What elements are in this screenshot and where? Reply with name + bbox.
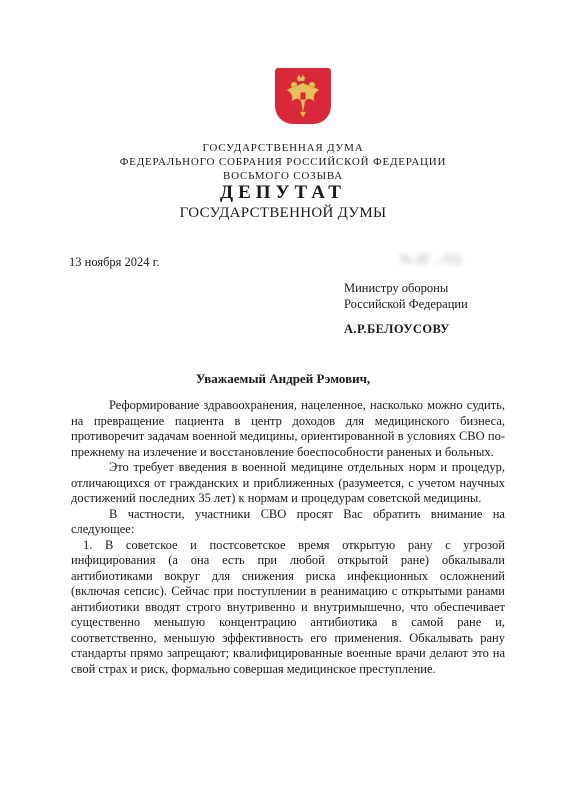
salutation: Уважаемый Андрей Рэмович, <box>195 371 371 386</box>
org-line-duma: ГОСУДАРСТВЕННАЯ ДУМА <box>202 142 364 154</box>
org-line-federal-assembly: ФЕДЕРАЛЬНОГО СОБРАНИЯ РОССИЙСКОЙ ФЕДЕРАЦИИ <box>119 156 447 168</box>
addressee-country: Российской Федерации <box>344 297 468 311</box>
addressee-position: Министру обороны <box>344 281 449 295</box>
paragraph: Реформирование здравоохранения, нацеленное, насколько можно судить, на превращение пациента в центр доходов для медицинского бизнеса, противоречит задачам военной медицины, ориентированной в условиях СВО по-прежнему на излечение и восстановление боеспособности раненых и больных. <box>71 398 505 459</box>
paragraph: В частности, участники СВО просят Вас обратить внимание на следующее: <box>71 506 505 536</box>
redacted-registration-number: № ДГ ...ПД <box>400 252 461 266</box>
letter-body <box>71 398 505 677</box>
numbered-paragraph: 1. В советское и постсоветское время открытую рану с угрозой инфицирования (а она есть при любой открытой ране) обкалывали антибиотиками вокруг для снижения риска инфекционных осложнений (включая сепсис). Сейчас при поступлении в реанимацию с открытыми ранами антибиотики вводят строго внутривенно и внутримышечно, что обеспечивает существенно меньшую концентрацию антибиотика в самой ране и, соответственно, меньшую эффективность его применения. Обкалывать рану стандарты прямо запрещают; квалифицированные военные врачи делают это на свой страх и риск, формально совершая медицинское преступление. <box>71 537 505 676</box>
document-title: ДЕПУТАТ <box>220 182 346 203</box>
paragraph: Это требует введения в военной медицине отдельных норм и процедур, отличающихся от гражданских и приближенных (разумеется, с учетом научных достижений последних 35 лет) к нормам и процедурам советской медицины. <box>71 460 505 505</box>
organization-header <box>0 141 566 183</box>
recipient-name: А.Р.БЕЛОУСОВУ <box>344 322 450 336</box>
addressee-block <box>344 280 468 312</box>
letter-date: 13 ноября 2024 г. <box>69 255 160 269</box>
org-line-convocation: ВОСЬМОГО СОЗЫВА <box>222 170 344 182</box>
document-subtitle: ГОСУДАРСТВЕННОЙ ДУМЫ <box>179 205 387 221</box>
coat-of-arms-icon <box>275 68 331 124</box>
